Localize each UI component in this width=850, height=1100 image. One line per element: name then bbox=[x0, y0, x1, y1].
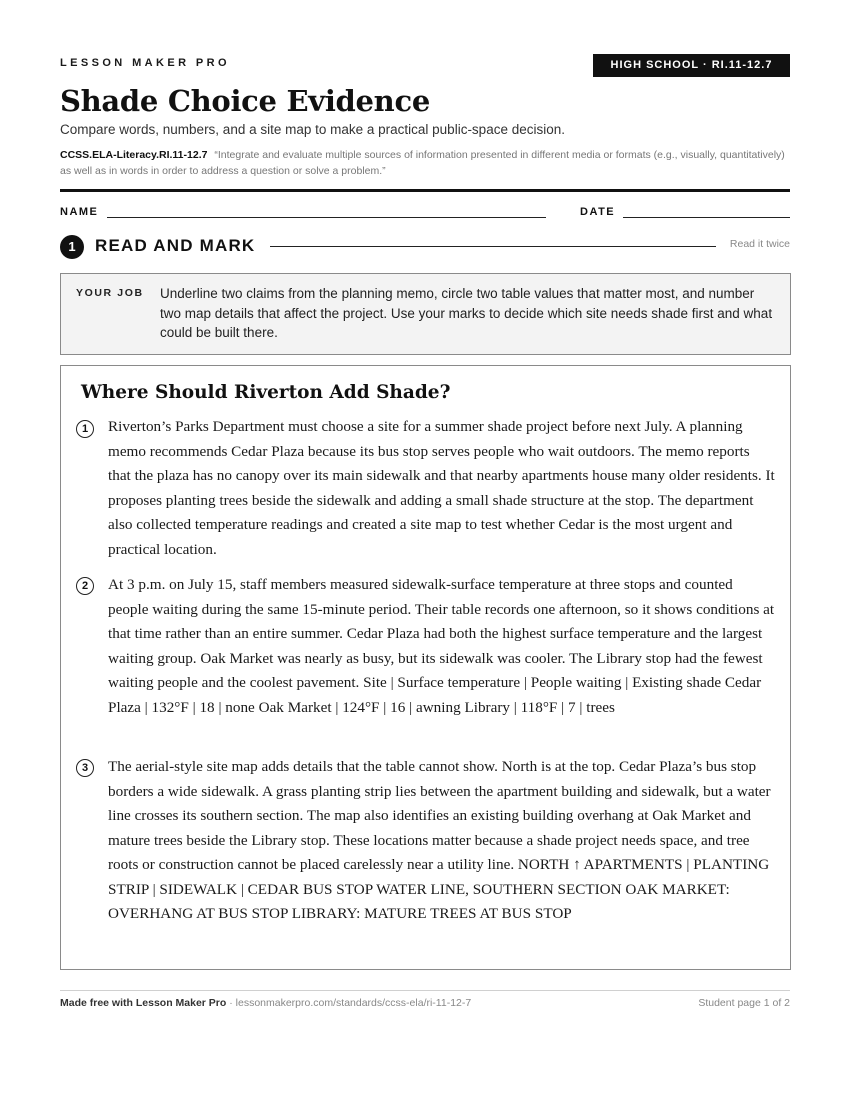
page-title: Shade Choice Evidence bbox=[60, 84, 430, 118]
paragraph-number: 2 bbox=[76, 577, 94, 595]
paragraph-number: 3 bbox=[76, 759, 94, 777]
standard-code: CCSS.ELA-Literacy.RI.11-12.7 bbox=[60, 149, 208, 161]
paragraph-text: At 3 p.m. on July 15, staff members measured sidewalk-surface temperature at three stops and counted people waiting during the same 15-minute period. Their table records one afternoon, so it shows conditions at that time rather than an entire summer. Cedar Plaza had both the highest surface temperature and the largest waiting group. Oak Market was nearly as busy, but its sidewalk was cooler. The Library stop had the fewest waiting people and the coolest pavement. Site | Surface temperature | People waiting | Existing shade Cedar Plaza | 132°F | 18 | none Oak Market | 124°F | 16 | awning Library | 118°F | 7 | trees bbox=[108, 576, 775, 716]
page-indicator: Student page 1 of 2 bbox=[698, 997, 790, 1009]
footer-maker: Made free with Lesson Maker Pro bbox=[60, 997, 227, 1009]
brand-name: LESSON MAKER PRO bbox=[60, 57, 230, 69]
paragraph-number: 1 bbox=[76, 420, 94, 438]
section-title: READ AND MARK bbox=[95, 236, 256, 255]
grade-level-badge: HIGH SCHOOL · RI.11-12.7 bbox=[593, 54, 790, 77]
section-number-badge: 1 bbox=[60, 235, 84, 259]
footer-credit bbox=[60, 997, 471, 1009]
standard-text: “Integrate and evaluate multiple sources of information presented in different media or formats (e.g., visually, quantitatively) as well as in words in order to address a question or solve a problem.” bbox=[60, 149, 785, 177]
passage-title: Where Should Riverton Add Shade? bbox=[81, 382, 451, 403]
footer-divider bbox=[60, 990, 790, 991]
date-label: DATE bbox=[580, 206, 616, 218]
section-note: Read it twice bbox=[729, 238, 790, 250]
standard-description bbox=[60, 148, 792, 179]
name-field[interactable] bbox=[107, 217, 546, 218]
instructions-box bbox=[60, 273, 791, 355]
instructions-text: Underline two claims from the planning memo, circle two table values that matter most, and number two map details that affect the project. Use your marks to decide which site needs shade first and what could be built there. bbox=[160, 286, 773, 340]
name-label: NAME bbox=[60, 206, 99, 218]
paragraph-text: Riverton’s Parks Department must choose a site for a summer shade project before next July. A planning memo recommends Cedar Plaza because its bus stop serves people who wait outdoors. The memo reports that the plaza has no canopy over its main sidewalk and that nearby apartments house many older residents. It proposes planting trees beside the sidewalk and adding a small shade structure at the stop. The department also collected temperature readings and created a site map to test whether Cedar is the most urgent and practical location. bbox=[108, 418, 775, 558]
date-field[interactable] bbox=[623, 217, 790, 218]
paragraph-text: The aerial-style site map adds details that the table cannot show. North is at the top. Cedar Plaza’s bus stop borders a wide sidewalk. A grass planting strip lies between the apartment building and sidewalk, but a water line crosses its southern section. The map also identifies an existing building overhang at Oak Market and mature trees beside the Library stop. These locations matter because a shade project needs space, and tree roots or construction cannot be placed carelessly near a utility line. NORTH ↑ APARTMENTS | PLANTING STRIP | SIDEWALK | CEDAR BUS STOP WATER LINE, SOUTHERN SECTION OAK MARKET: OVERHANG AT BUS STOP LIBRARY: MATURE TREES AT BUS STOP bbox=[108, 758, 771, 922]
reading-passage bbox=[60, 365, 791, 970]
section-divider bbox=[270, 246, 716, 247]
header-divider bbox=[60, 189, 790, 192]
instructions-label: YOUR JOB bbox=[76, 287, 144, 299]
footer-url-link[interactable]: lessonmakerpro.com/standards/ccss-ela/ri-11-12-7 bbox=[235, 997, 472, 1009]
page-subtitle: Compare words, numbers, and a site map to make a practical public-space decision. bbox=[60, 122, 565, 137]
footer-separator: · bbox=[226, 997, 236, 1009]
